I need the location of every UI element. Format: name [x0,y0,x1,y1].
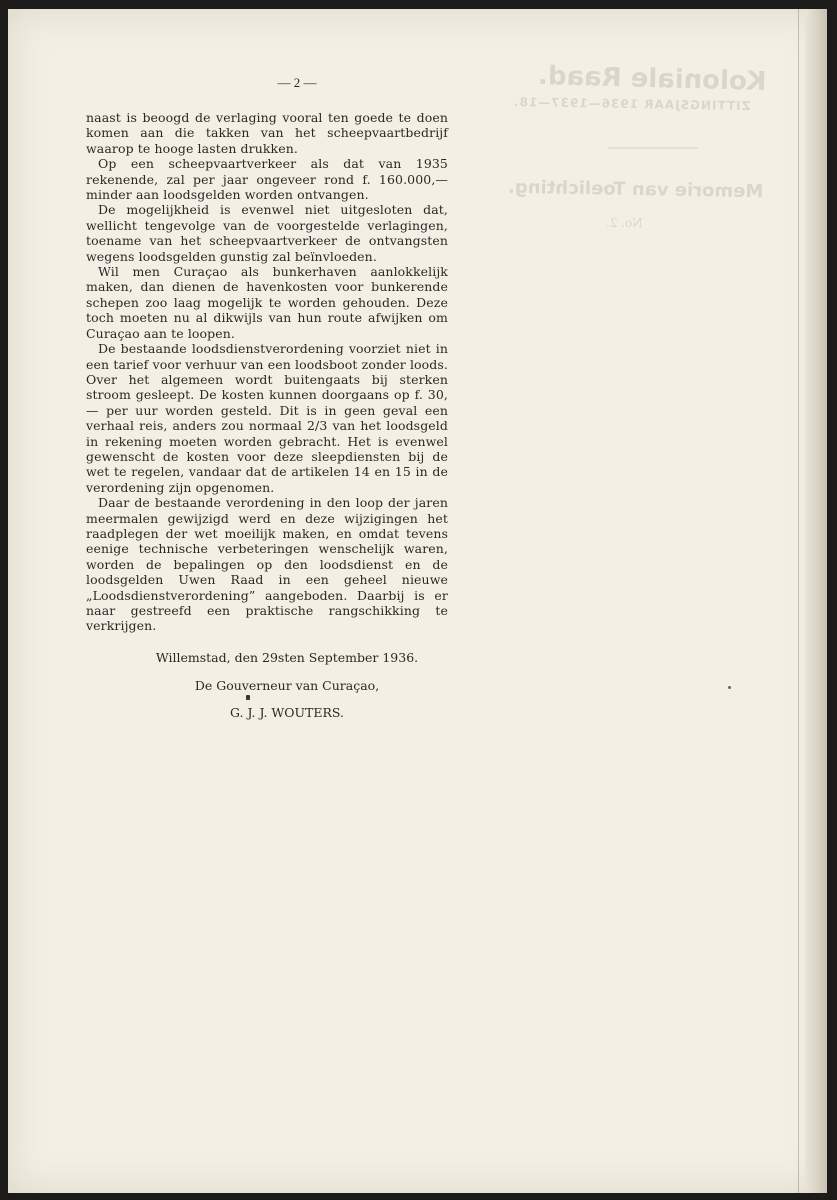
paragraph-1: naast is beoogd de verlaging vooral ten goede te doen komen aan die takken van het scheepvaartbedrijf waarop te hooge lasten drukken. [86,110,448,156]
governor-title: De Gouverneur van Curaçao, [194,677,380,693]
place-date-line: Willemstad, den 29sten September 1936. [155,649,419,665]
bleed-through-number: No. 2. [606,216,643,230]
bleed-through-rule [608,147,698,149]
bleed-through-title: Koloniale Raad. [537,61,767,97]
main-text-column [86,75,448,720]
ink-speck [728,686,731,689]
bleed-through-heading: Memorie van Toelichting. [507,176,764,203]
document-page [8,9,827,1193]
paragraph-2: Op een scheepvaartverkeer als dat van 1935 rekenende, zal per jaar ongeveer rond f. 160.000,— minder aan loodsgelden worden ontvangen. [86,156,448,203]
bleed-through-subtitle: ZITTINGSJAAR 1936—1937—18. [512,94,751,114]
paragraph-5: De bestaande loodsdienstverordening voorziet niet in een tarief voor verhuur van een loodsboot zonder loods. Over het algemeen wordt buitengaats bij sterken stroom gesleept. De kosten kunnen doorgaans op f. 30,— per uur worden gesteld. Dit is in geen geval een verhaal reis, anders zou normaal 2/3 van het loodsgeld in rekening moeten worden gebracht. Het is evenwel gewenscht de kosten voor deze sleepdiensten bij de wet te regelen, vandaar dat de artikelen 14 en 15 in de verordening zijn opgenomen. [86,341,448,495]
paragraph-6: Daar de bestaande verordening in den loop der jaren meermalen gewijzigd werd en deze wijzigingen het raadplegen der wet moeilijk maken, en omdat tevens eenige technische verbeteringen wenschelijk waren, worden de bepalingen op den loodsdienst en de loodsgelden Uwen Raad in een geheel nieuwe „Loodsdienstverordening” aangeboden. Daarbij is er naar gestreefd een praktische rangschikking te verkrijgen. [86,495,448,634]
signatory-name: G. J. J. WOUTERS. [229,704,345,720]
page-spine [805,9,827,1193]
paragraph-3: De mogelijkheid is evenwel niet uitgesloten dat, wellicht tengevolge van de voorgestelde verlagingen, toename van het scheepvaartverkeer de ontvangsten wegens loodsgelden gunstig zal beïnvloeden. [86,202,448,264]
ink-mark [246,695,250,700]
page-fold-line [798,9,799,1193]
paragraph-4: Wil men Curaçao als bunkerhaven aanlokkelijk maken, dan dienen de havenkosten voor bunkerende schepen zoo laag mogelijk te worden gehouden. Deze toch moeten nu al dikwijls van hun route afwijken om Curaçao aan te loopen. [86,264,448,341]
page-number: — 2 — [277,75,317,90]
